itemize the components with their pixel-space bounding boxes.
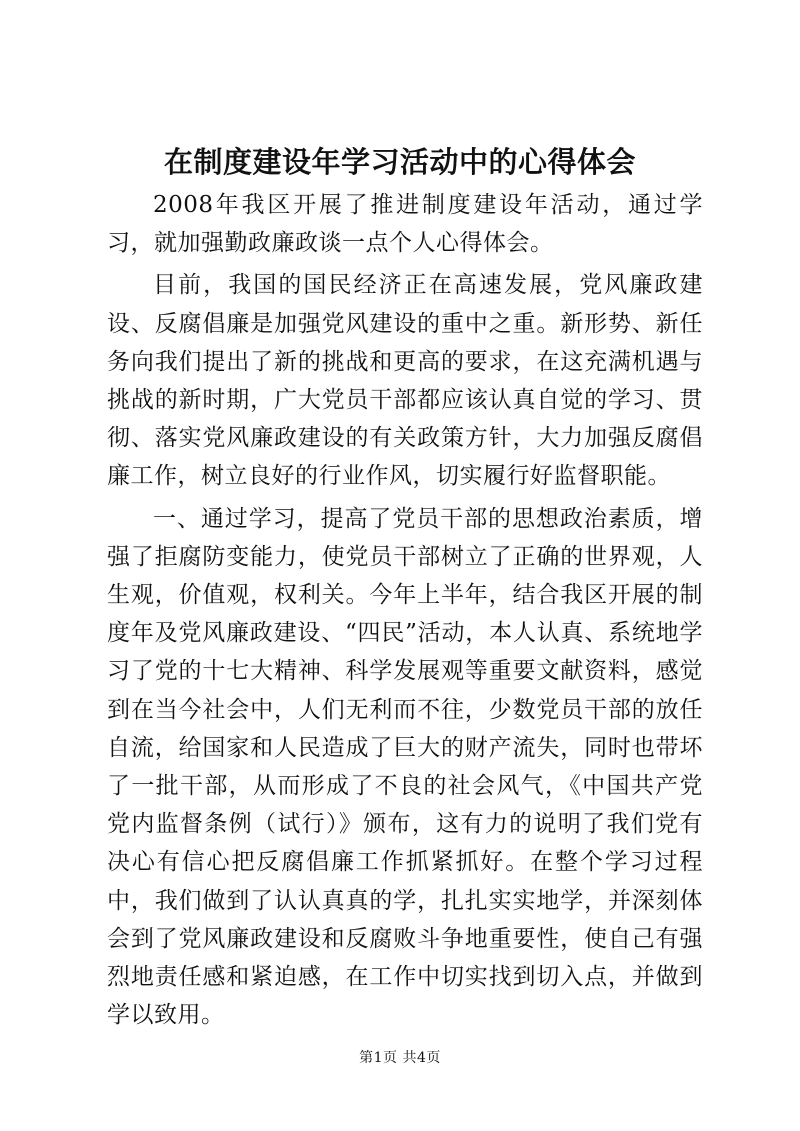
document-title: 在制度建设年学习活动中的心得体会 bbox=[163, 145, 636, 179]
page-number-footer: 第1页 共4页 bbox=[359, 1050, 441, 1066]
document-body bbox=[107, 186, 703, 1038]
paragraph-intro: 2008年我区开展了推进制度建设年活动，通过学习，就加强勤政廉政谈一点个人心得体会。 bbox=[107, 192, 703, 257]
paragraph-section-one: 一、通过学习，提高了党员干部的思想政治素质，增强了拒腐防变能力，使党员干部树立了正确的世界观，人生观，价值观，权利关。今年上半年，结合我区开展的制度年及党风廉政建设、“四民”活动，本人认真、系统地学习了党的十七大精神、科学发展观等重要文献资料，感觉到在当今社会中，人们无利而不往，少数党员干部的放任自流，给国家和人民造成了巨大的财产流失，同时也带坏了一批干部，从而形成了不良的社会风气，《中国共产党党内监督条例（试行）》颁布，这有力的说明了我们党有决心有信心把反腐倡廉工作抓紧抓好。在整个学习过程中，我们做到了认认真真的学，扎扎实实地学，并深刻体会到了党风廉政建设和反腐败斗争地重要性，使自己有强烈地责任感和紧迫感，在工作中切实找到切入点，并做到学以致用。 bbox=[107, 505, 703, 1029]
paragraph-background: 目前，我国的国民经济正在高速发展，党风廉政建设、反腐倡廉是加强党风建设的重中之重。新形势、新任务向我们提出了新的挑战和更高的要求，在这充满机遇与挑战的新时期，广大党员干部都应该认真自觉的学习、贯彻、落实党风廉政建设的有关政策方针，大力加强反腐倡廉工作，树立良好的行业作风，切实履行好监督职能。 bbox=[107, 272, 703, 490]
